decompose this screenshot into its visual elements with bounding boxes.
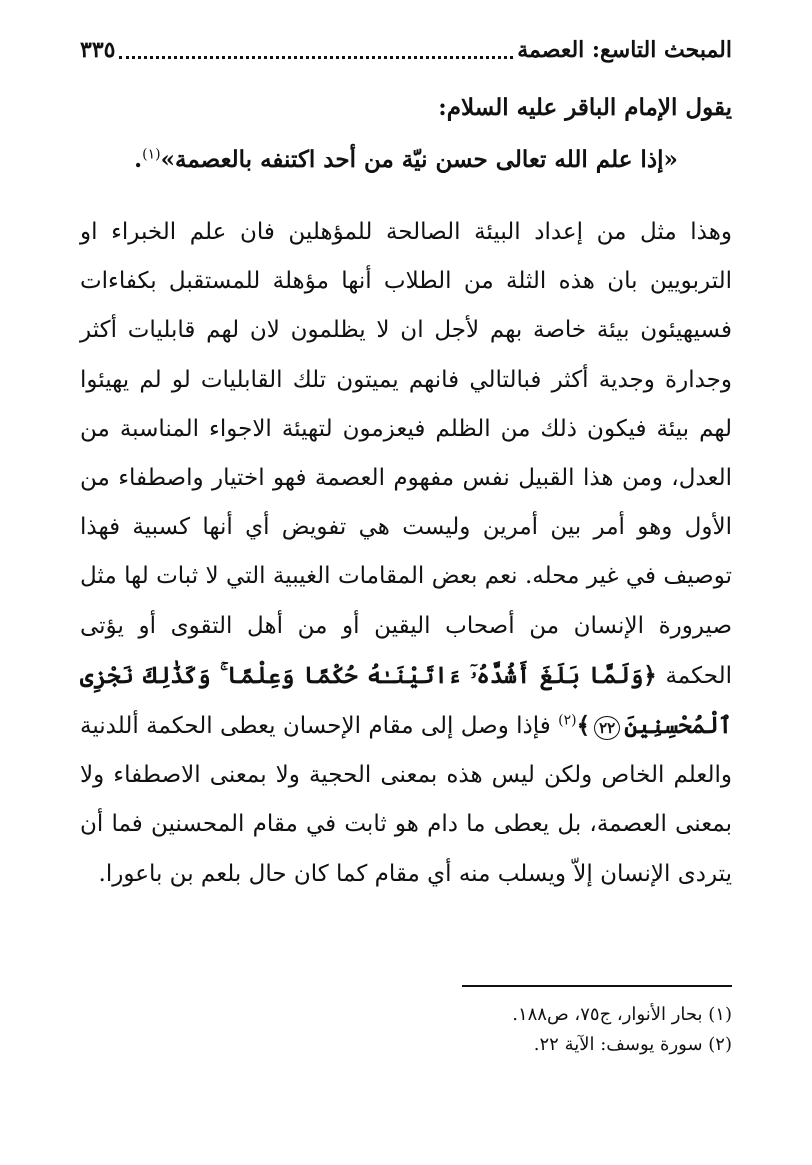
quote-end: . <box>134 146 143 173</box>
ayah-number-mark: ٢٢ <box>594 716 620 740</box>
quran-verse-text: ﴿وَلَمَّا بَلَغَ أَشُدَّهُۥٓ ءَاتَيْنَـٰهُ حُكْمًا وَعِلْمًا ۚ وَكَذَٰلِكَ نَجْزِى ٱلْمُحْسِنِينَ <box>80 661 733 740</box>
quote-text: «إذا علم الله تعالى حسن نيّة من أحد اكتنفه بالعصمة» <box>160 146 678 173</box>
footnote-ref-1: (١) <box>142 146 161 163</box>
page-number: ٣٣٥ <box>80 37 116 63</box>
body-text-part2: فإذا وصل إلى مقام الإحسان يعطى الحكمة أللدنية والعلم الخاص ولكن ليس هذه بمعنى الحجية ولا بمعنى الاصطفاء ولا بمعنى العصمة، بل يعطى ما دام هو ثابت في مقام المحسنين فما أن يتردى الإنسان إلاّ ويسلب منه أي مقام كما كان حال بلعم بن باعورا. <box>80 713 732 887</box>
footnote-ref-2: (٢) <box>558 712 577 729</box>
chapter-title: المبحث التاسع: العصمة <box>517 37 732 63</box>
footnote-separator <box>462 985 732 987</box>
body-text-part1: وهذا مثل من إعداد البيئة الصالحة للمؤهلين فان علم الخبراء او التربويين بان هذه الثلة من الطلاب أنها مؤهلة للمستقبل بكفاءات فسيهيئون بيئة خاصة بهم لأجل ان لا يظلمون لان لهم قابليات أكثر وجدارة وجدية أكثر فبالتالي فانهم يميتون تلك القابليات لو لم يهيئوا لهم بيئة فيكون ذلك من الظلم فيعزمون لتهيئة الاجواء المناسبة من العدل، ومن هذا القبيل نفس مفهوم العصمة فهو اختيار واصطفاء من الأول وهو أمر بين أمرين وليست هي تفويض أي أنها كسبية فهذا توصيف في غير محله. نعم بعض المقامات الغيبية التي لا ثبات لها مثل صيرورة الإنسان من أصحاب اليقين أو من أهل التقوى أو يؤتى الحكمة <box>80 219 733 689</box>
body-paragraph <box>80 208 732 899</box>
footnote-2: (٢) سورة يوسف: الآية ٢٢. <box>533 1034 732 1055</box>
intro-line: يقول الإمام الباقر عليه السلام: <box>438 94 732 121</box>
quran-verse-end: ﴾ <box>576 712 591 740</box>
footnote-1: (١) بحار الأنوار، ج٧٥، ص١٨٨. <box>512 1004 732 1025</box>
footnotes <box>80 1000 732 1060</box>
dotted-leader <box>119 38 513 59</box>
running-header <box>80 30 732 70</box>
hadith-quote <box>80 140 732 180</box>
